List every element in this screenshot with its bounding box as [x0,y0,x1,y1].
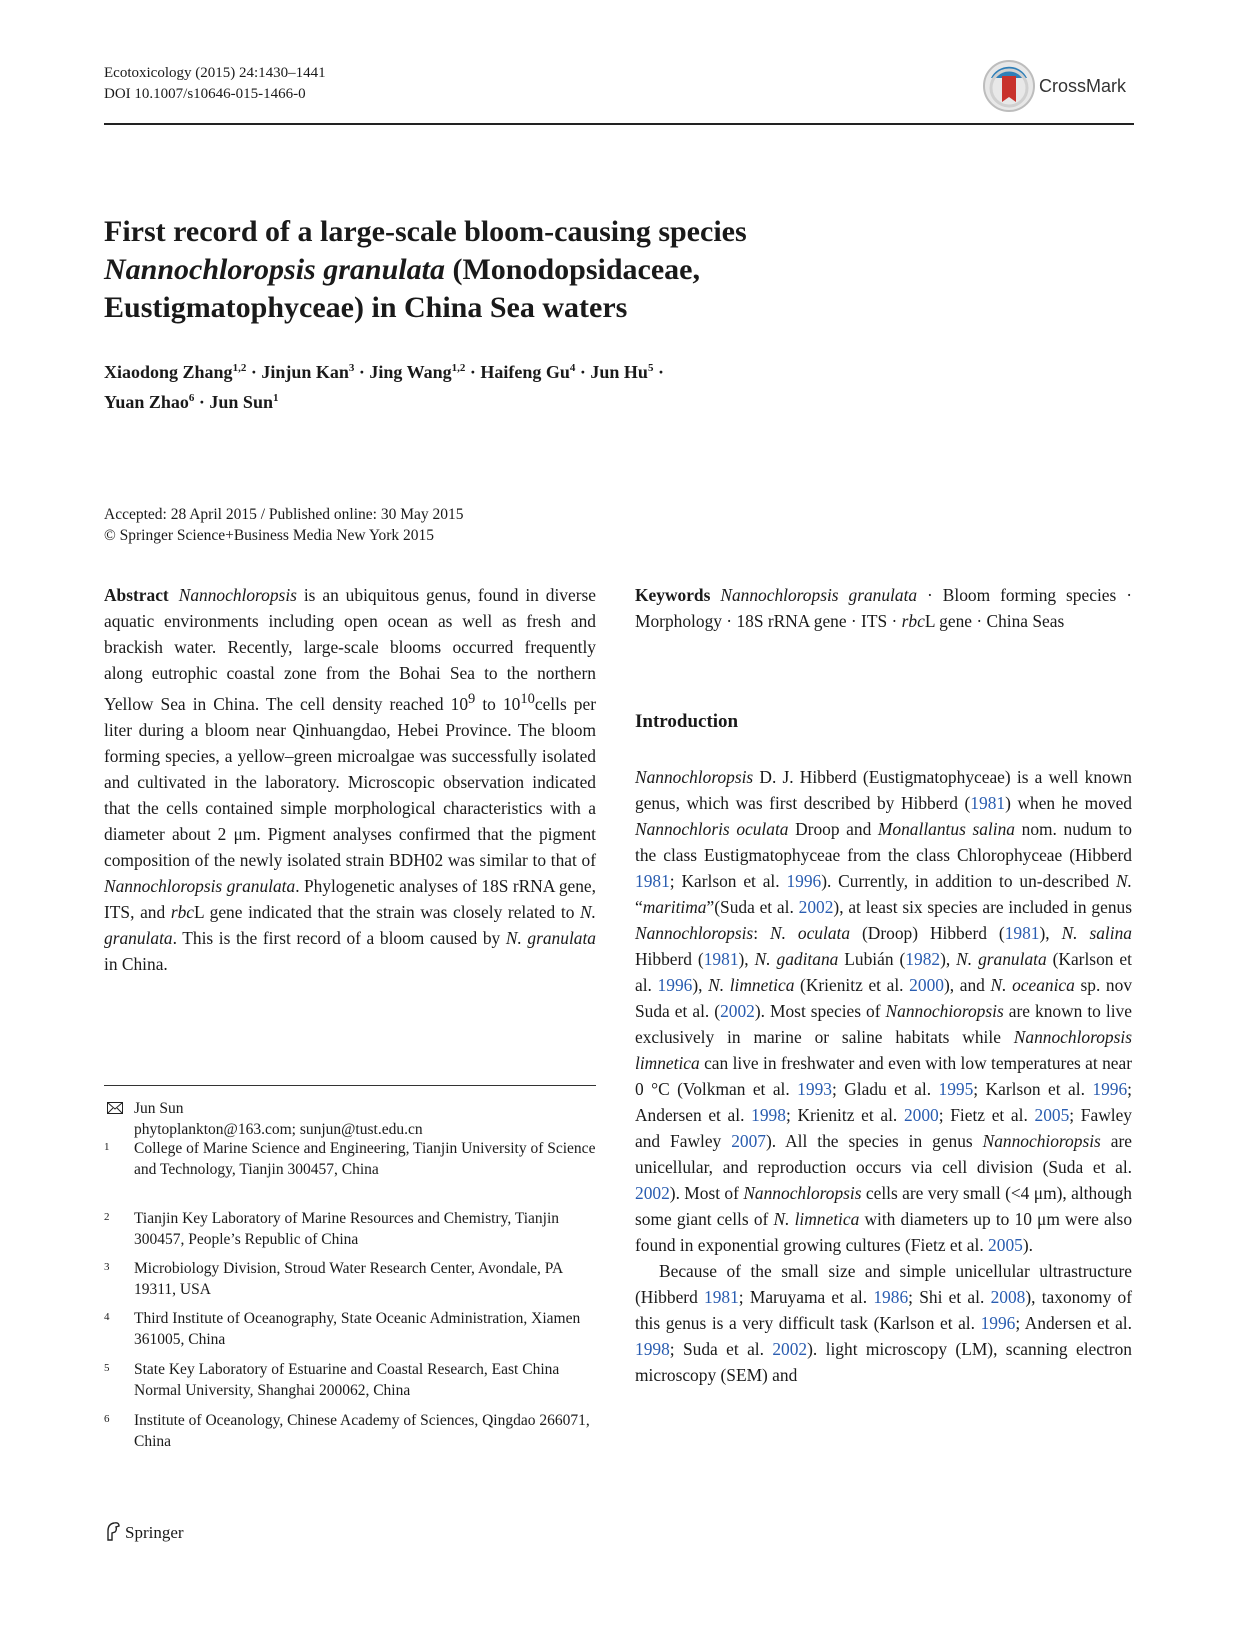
author-name[interactable]: Xiaodong Zhang$^{1,2}$ [104,362,247,382]
corresponding-author [104,1098,596,1140]
abstract [104,582,596,977]
keywords [635,582,1132,634]
author-affiliation-ref: 5 [647,362,654,374]
crossmark-label: CrossMark [1039,76,1127,96]
journal-citation: Ecotoxicology (2015) 24:1430–1441 [104,65,326,81]
corresponding-emails[interactable]: phytoplankton@163.com; sunjun@tust.edu.cn [134,1121,423,1138]
springer-horse-icon [104,1521,122,1541]
affiliation [104,1410,596,1452]
author-name[interactable]: Jinjun Kan$^3$ [261,362,355,382]
corresponding-name: Jun Sun [134,1100,184,1117]
abstract-body: Nannochloropsis is an ubiquitous genus, found in diverse aquatic environments including open ocean as well as fresh and brackish water. Recently, large-scale blooms occurred frequently along eutrophic coastal zone from the Bohai Sea to the northern Yellow Sea in China. The cell density reached $10^9$ to $10^{10}cells$ per liter during a bloom near Qinhuangdao, Hebei Province. The bloom forming species, a yellow–green microalgae was successfully isolated and cultivated in the laboratory. Microscopic observation indicated that the cells contained simple morphological characteristics with a diameter about 2 μm. Pigment analyses confirmed that the pigment composition of the newly isolated strain BDH02 was similar to that of Nannochloropsis granulata. Phylogenetic analyses of 18S rRNA gene, ITS, and rbcL gene indicated that the strain was closely related to N. granulata. This is the first record of a bloom caused by N. granulata in China. [104,585,597,974]
affiliation-text: Institute of Oceanology, Chinese Academy of Sciences, Qingdao 266071, China [134,1412,590,1450]
article-title: First record of a large-scale bloom-causing species Nannochloropsis granulata (Monodopsidaceae, Eustigmatophyceae) in China Sea waters [104,215,747,324]
crossmark-icon [982,58,1137,114]
affiliation-text: Tianjin Key Laboratory of Marine Resources and Chemistry, Tianjin 300457, People’s Republic of China [134,1210,560,1248]
author-separator: · [354,362,370,382]
footnote-rule [104,1085,596,1086]
author-affiliation-ref: 1 [272,392,279,404]
publisher-name: Springer [125,1523,184,1542]
author-name[interactable]: Jun Sun$^1$ [209,392,279,412]
author-separator: · [465,362,481,382]
affiliation-text: Microbiology Division, Stroud Water Research Center, Avondale, PA 19311, USA [134,1260,563,1298]
author-affiliation-ref: 6 [188,392,195,404]
author-list [104,355,864,415]
author-affiliation-ref: 4 [569,362,576,374]
doi[interactable]: DOI 10.1007/s10646-015-1466-0 [104,86,306,102]
keywords-body: Nannochloropsis granulata · Bloom forming species · Morphology · 18S rRNA gene · ITS · rbcL gene · China Seas [635,585,1132,631]
affiliation-number: 1 [104,1141,110,1153]
abstract-heading: Abstract [104,585,169,605]
journal-header [104,63,326,105]
author-name[interactable]: Haifeng Gu$^4$ [480,362,576,382]
publication-dates: Accepted: 28 April 2015 / Published online: 30 May 2015 © Springer Science+Business Media New York 2015 [104,506,464,544]
author-separator: · [194,392,210,412]
introduction-body [635,764,1132,1388]
affiliation [104,1308,596,1350]
author-separator: · [246,362,262,382]
keywords-heading: Keywords [635,585,711,605]
affiliation-text: College of Marine Science and Engineering, Tianjin University of Science and Technology, Tianjin 300457, China [134,1140,596,1178]
affiliation-number: 2 [104,1211,110,1223]
affiliation-text: Third Institute of Oceanography, State Oceanic Administration, Xiamen 361005, China [134,1310,581,1348]
affiliation-number: 6 [104,1413,110,1425]
crossmark-badge[interactable] [982,58,1137,114]
author-name[interactable]: Jing Wang$^{1,2}$ [369,362,466,382]
affiliation [104,1359,596,1401]
author-affiliation-ref: 3 [348,362,355,374]
envelope-icon [107,1102,123,1114]
author-name[interactable]: Jun Hu$^5$ [590,362,654,382]
affiliation [104,1258,596,1300]
affiliation-number: 3 [104,1261,110,1273]
author-affiliation-ref: 1,2 [451,362,466,374]
author-name[interactable]: Yuan Zhao$^6$ [104,392,195,412]
affiliation-number: 5 [104,1362,110,1374]
affiliation-number: 4 [104,1311,110,1323]
author-separator: · [575,362,591,382]
intro-paragraph: Nannochloropsis D. J. Hibberd (Eustigmatophyceae) is a well known genus, which was first described by Hibberd (1981) when he moved Nannochloris oculata Droop and Monallantus salina nom. nudum to the class Eustigmatophyceae from the class Chlorophyceae (Hibberd 1981; Karlson et al. 1996). Currently, in addition to un-described N. “maritima”(Suda et al. 2002), at least six species are included in genus Nannochloropsis: N. oculata (Droop) Hibberd (1981), N. salina Hibberd (1981), N. gaditana Lubián (1982), N. granulata (Karlson et al. 1996), N. limnetica (Krienitz et al. 2000), and N. oceanica sp. nov Suda et al. (2002). Most species of Nannochioropsis are known to live exclusively in marine or saline habitats while Nannochloropsis limnetica can live in freshwater and even with low temperatures at near 0 °C (Volkman et al. 1993; Gladu et al. 1995; Karlson et al. 1996; Andersen et al. 1998; Krienitz et al. 2000; Fietz et al. 2005; Fawley and Fawley 2007). All the species in genus Nannochioropsis are unicellular, and reproduction occurs via cell division (Suda et al. 2002). Most of Nannochloropsis cells are very small (<4 μm), although some giant cells of N. limnetica with diameters up to 10 μm were also found in exponential growing cultures (Fietz et al. 2005). [635,767,1133,1255]
affiliation [104,1138,596,1180]
author-separator: · [653,362,664,382]
affiliation [104,1208,596,1250]
header-rule [104,123,1134,125]
publisher-logo [104,1521,184,1543]
introduction-heading: Introduction [635,711,739,732]
title-species: Nannochloropsis granulata [104,253,445,286]
author-affiliation-ref: 1,2 [232,362,247,374]
affiliation-text: State Key Laboratory of Estuarine and Coastal Research, East China Normal University, Shanghai 200062, China [134,1361,560,1399]
intro-paragraph: Because of the small size and simple unicellular ultrastructure (Hibberd 1981; Maruyama et al. 1986; Shi et al. 2008), taxonomy of this genus is a very difficult task (Karlson et al. 1996; Andersen et al. 1998; Suda et al. 2002). light microscopy (LM), scanning electron microscopy (SEM) and [635,1261,1132,1385]
